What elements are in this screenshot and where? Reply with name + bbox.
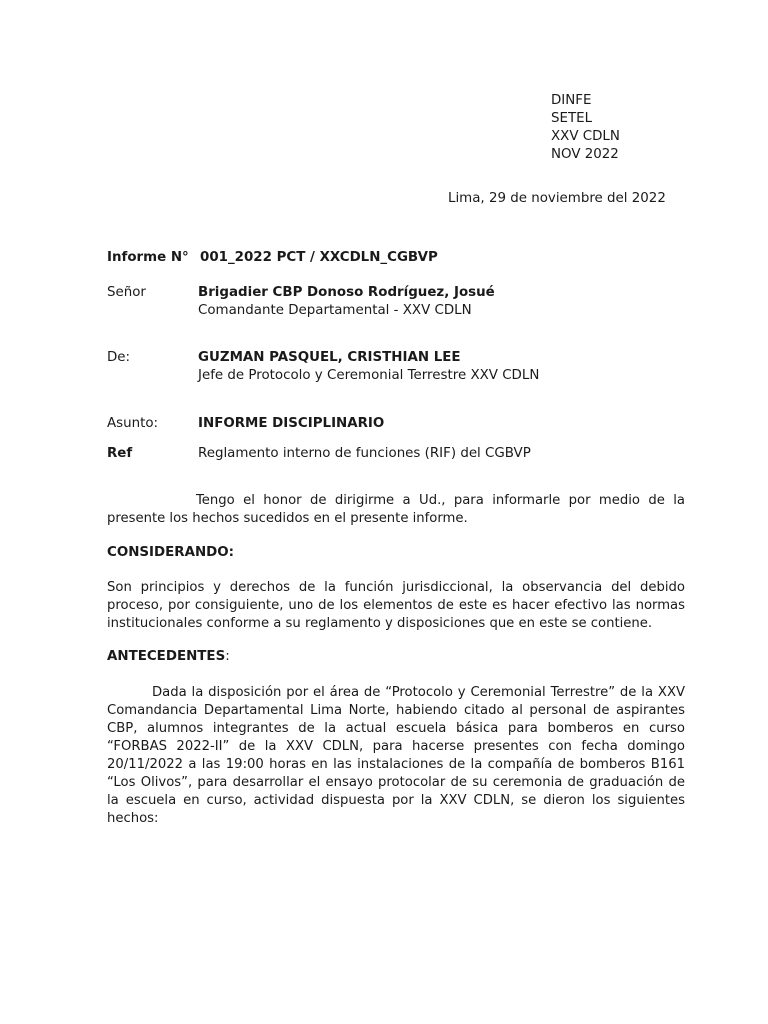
antecedentes-heading-text: ANTECEDENTES [107, 649, 226, 664]
report-label: Informe N° [107, 250, 189, 265]
header-code-line: XXV CDLN [551, 129, 620, 144]
sender-label: De: [107, 350, 131, 365]
intro-paragraph: Tengo el honor de dirigirme a Ud., para informarle por medio de la presente los hechos sucedidos en el presente informe. [107, 493, 685, 526]
subject-label: Asunto: [107, 416, 159, 431]
sender-name: GUZMAN PASQUEL, CRISTHIAN LEE [198, 350, 461, 365]
subject-value: INFORME DISCIPLINARIO [198, 416, 385, 431]
place-date: Lima, 29 de noviembre del 2022 [448, 191, 666, 206]
header-code-line: SETEL [551, 111, 593, 126]
header-code-line: DINFE [551, 93, 592, 108]
addressee-name: Brigadier CBP Donoso Rodríguez, Josué [198, 285, 495, 300]
antecedentes-paragraph: Dada la disposición por el área de “Protocolo y Ceremonial Terrestre” de la XXV Comandancia Departamental Lima Norte, habiendo citado al personal de aspirantes CBP, alumnos integrantes de la actual escuela básica para bomberos en curso “FORBAS 2022-II” de la XXV CDLN, para hacerse presentes con fecha domingo 20/11/2022 a las 19:00 horas en las instalaciones de la compañía de bomberos B161 “Los Olivos”, para desarrollar el ensayo protocolar de su ceremonia de graduación de la escuela en curso, actividad dispuesta por la XXV CDLN, se dieron los siguientes hechos: [107, 685, 685, 826]
considerando-heading: CONSIDERANDO: [107, 545, 235, 560]
addressee-label: Señor [107, 285, 146, 300]
reference-value: Reglamento interno de funciones (RIF) del CGBVP [198, 446, 531, 461]
considerando-paragraph: Son principios y derechos de la función jurisdiccional, la observancia del debido proceso, por consiguiente, uno de los elementos de este es hacer efectivo las normas institucionales conforme a su reglamento y disposiciones que en este se contiene. [107, 580, 685, 631]
header-code-line: NOV 2022 [551, 147, 619, 162]
reference-label: Ref [107, 446, 133, 461]
sender-title: Jefe de Protocolo y Ceremonial Terrestre XXV CDLN [198, 368, 540, 383]
antecedentes-heading-colon: : [225, 649, 230, 664]
antecedentes-heading [107, 649, 230, 664]
header-codes [551, 92, 620, 164]
addressee-title: Comandante Departamental - XXV CDLN [198, 303, 472, 318]
report-number: 001_2022 PCT / XXCDLN_CGBVP [200, 250, 438, 265]
